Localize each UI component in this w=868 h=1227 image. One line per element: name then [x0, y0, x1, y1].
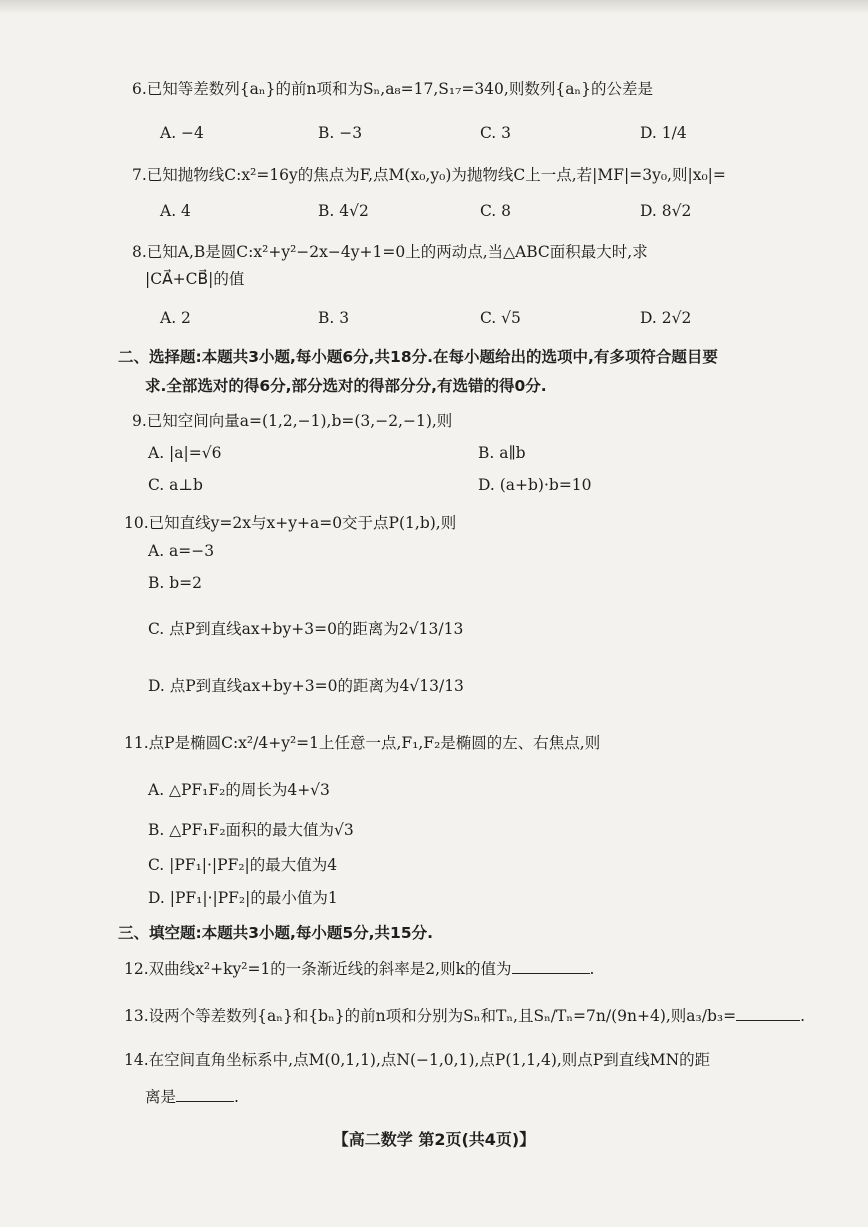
q13-line — [124, 1004, 805, 1026]
q8-option-d: D. 2√2 — [640, 309, 692, 327]
q13-end: . — [800, 1007, 806, 1025]
q7-option-c: C. 8 — [480, 202, 512, 220]
q9-option-b: B. a∥b — [478, 444, 526, 462]
q10-stem: 10.已知直线y=2x与x+y+a=0交于点P(1,b),则 — [124, 514, 457, 532]
scan-shadow — [0, 0, 868, 14]
q12-answer-blank[interactable] — [512, 959, 590, 974]
q8-option-c: C. √5 — [480, 309, 521, 327]
q6-option-d: D. 1/4 — [640, 124, 687, 142]
q14-end: . — [234, 1088, 239, 1106]
q11-stem: 11.点P是椭圆C:x²/4+y²=1上任意一点,F₁,F₂是椭圆的左、右焦点,则 — [124, 734, 601, 752]
q14-answer-blank[interactable] — [176, 1087, 234, 1102]
q10-option-a: A. a=−3 — [148, 542, 215, 560]
q14-line2 — [145, 1085, 239, 1107]
q7-stem: 7.已知抛物线C:x²=16y的焦点为F,点M(x₀,y₀)为抛物线C上一点,若|MF|=3y₀,则|x₀|= — [132, 166, 726, 184]
q12-stem: 12.双曲线x²+ky²=1的一条渐近线的斜率是2,则k的值为 — [124, 960, 512, 978]
q10-option-d: D. 点P到直线ax+by+3=0的距离为4√13/13 — [148, 677, 464, 695]
q13-stem: 13.设两个等差数列{aₙ}和{bₙ}的前n项和分别为Sₙ和Tₙ,且Sₙ/Tₙ=7n/(9n+4),则a₃/b₃= — [124, 1007, 737, 1025]
q8-option-b: B. 3 — [318, 309, 350, 327]
q14-stem-line2: 离是 — [145, 1088, 177, 1106]
q13-answer-blank[interactable] — [736, 1006, 800, 1021]
q11-option-c: C. |PF₁|·|PF₂|的最大值为4 — [148, 856, 338, 874]
q9-stem: 9.已知空间向量a=(1,2,−1),b=(3,−2,−1),则 — [132, 412, 453, 430]
q6-option-c: C. 3 — [480, 124, 512, 142]
q14-stem-line1: 14.在空间直角坐标系中,点M(0,1,1),点N(−1,0,1),点P(1,1,4),则点P到直线MN的距 — [124, 1051, 711, 1069]
section2-heading-line2: 求.全部选对的得6分,部分选对的得部分分,有选错的得0分. — [145, 377, 547, 395]
q12-end: . — [589, 960, 595, 978]
q7-option-a: A. 4 — [160, 202, 191, 220]
q9-option-d: D. (a+b)·b=10 — [478, 476, 592, 494]
q7-option-d: D. 8√2 — [640, 202, 692, 220]
section3-heading: 三、填空题:本题共3小题,每小题5分,共15分. — [118, 924, 434, 942]
q8-option-a: A. 2 — [160, 309, 191, 327]
q6-option-b: B. −3 — [318, 124, 363, 142]
q10-option-b: B. b=2 — [148, 574, 203, 592]
q11-option-a: A. △PF₁F₂的周长为4+√3 — [148, 781, 330, 799]
q9-option-a: A. |a|=√6 — [148, 444, 222, 462]
q11-option-d: D. |PF₁|·|PF₂|的最小值为1 — [148, 889, 338, 907]
q7-option-b: B. 4√2 — [318, 202, 369, 220]
q6-stem: 6.已知等差数列{aₙ}的前n项和为Sₙ,a₈=17,S₁₇=340,则数列{aₙ}的公差是 — [132, 80, 653, 98]
q9-option-c: C. a⊥b — [148, 476, 203, 494]
q8-stem-line2: |CA⃗+CB⃗|的值 — [145, 270, 245, 288]
q11-option-b: B. △PF₁F₂面积的最大值为√3 — [148, 821, 354, 839]
page-footer: 【高二数学 第2页(共4页)】 — [332, 1130, 536, 1149]
q12-line — [124, 957, 594, 979]
section2-heading-line1: 二、选择题:本题共3小题,每小题6分,共18分.在每小题给出的选项中,有多项符合题目要 — [118, 348, 718, 366]
q8-stem-line1: 8.已知A,B是圆C:x²+y²−2x−4y+1=0上的两动点,当△ABC面积最大时,求 — [132, 243, 648, 261]
q10-option-c: C. 点P到直线ax+by+3=0的距离为2√13/13 — [148, 620, 464, 638]
q6-option-a: A. −4 — [160, 124, 204, 142]
